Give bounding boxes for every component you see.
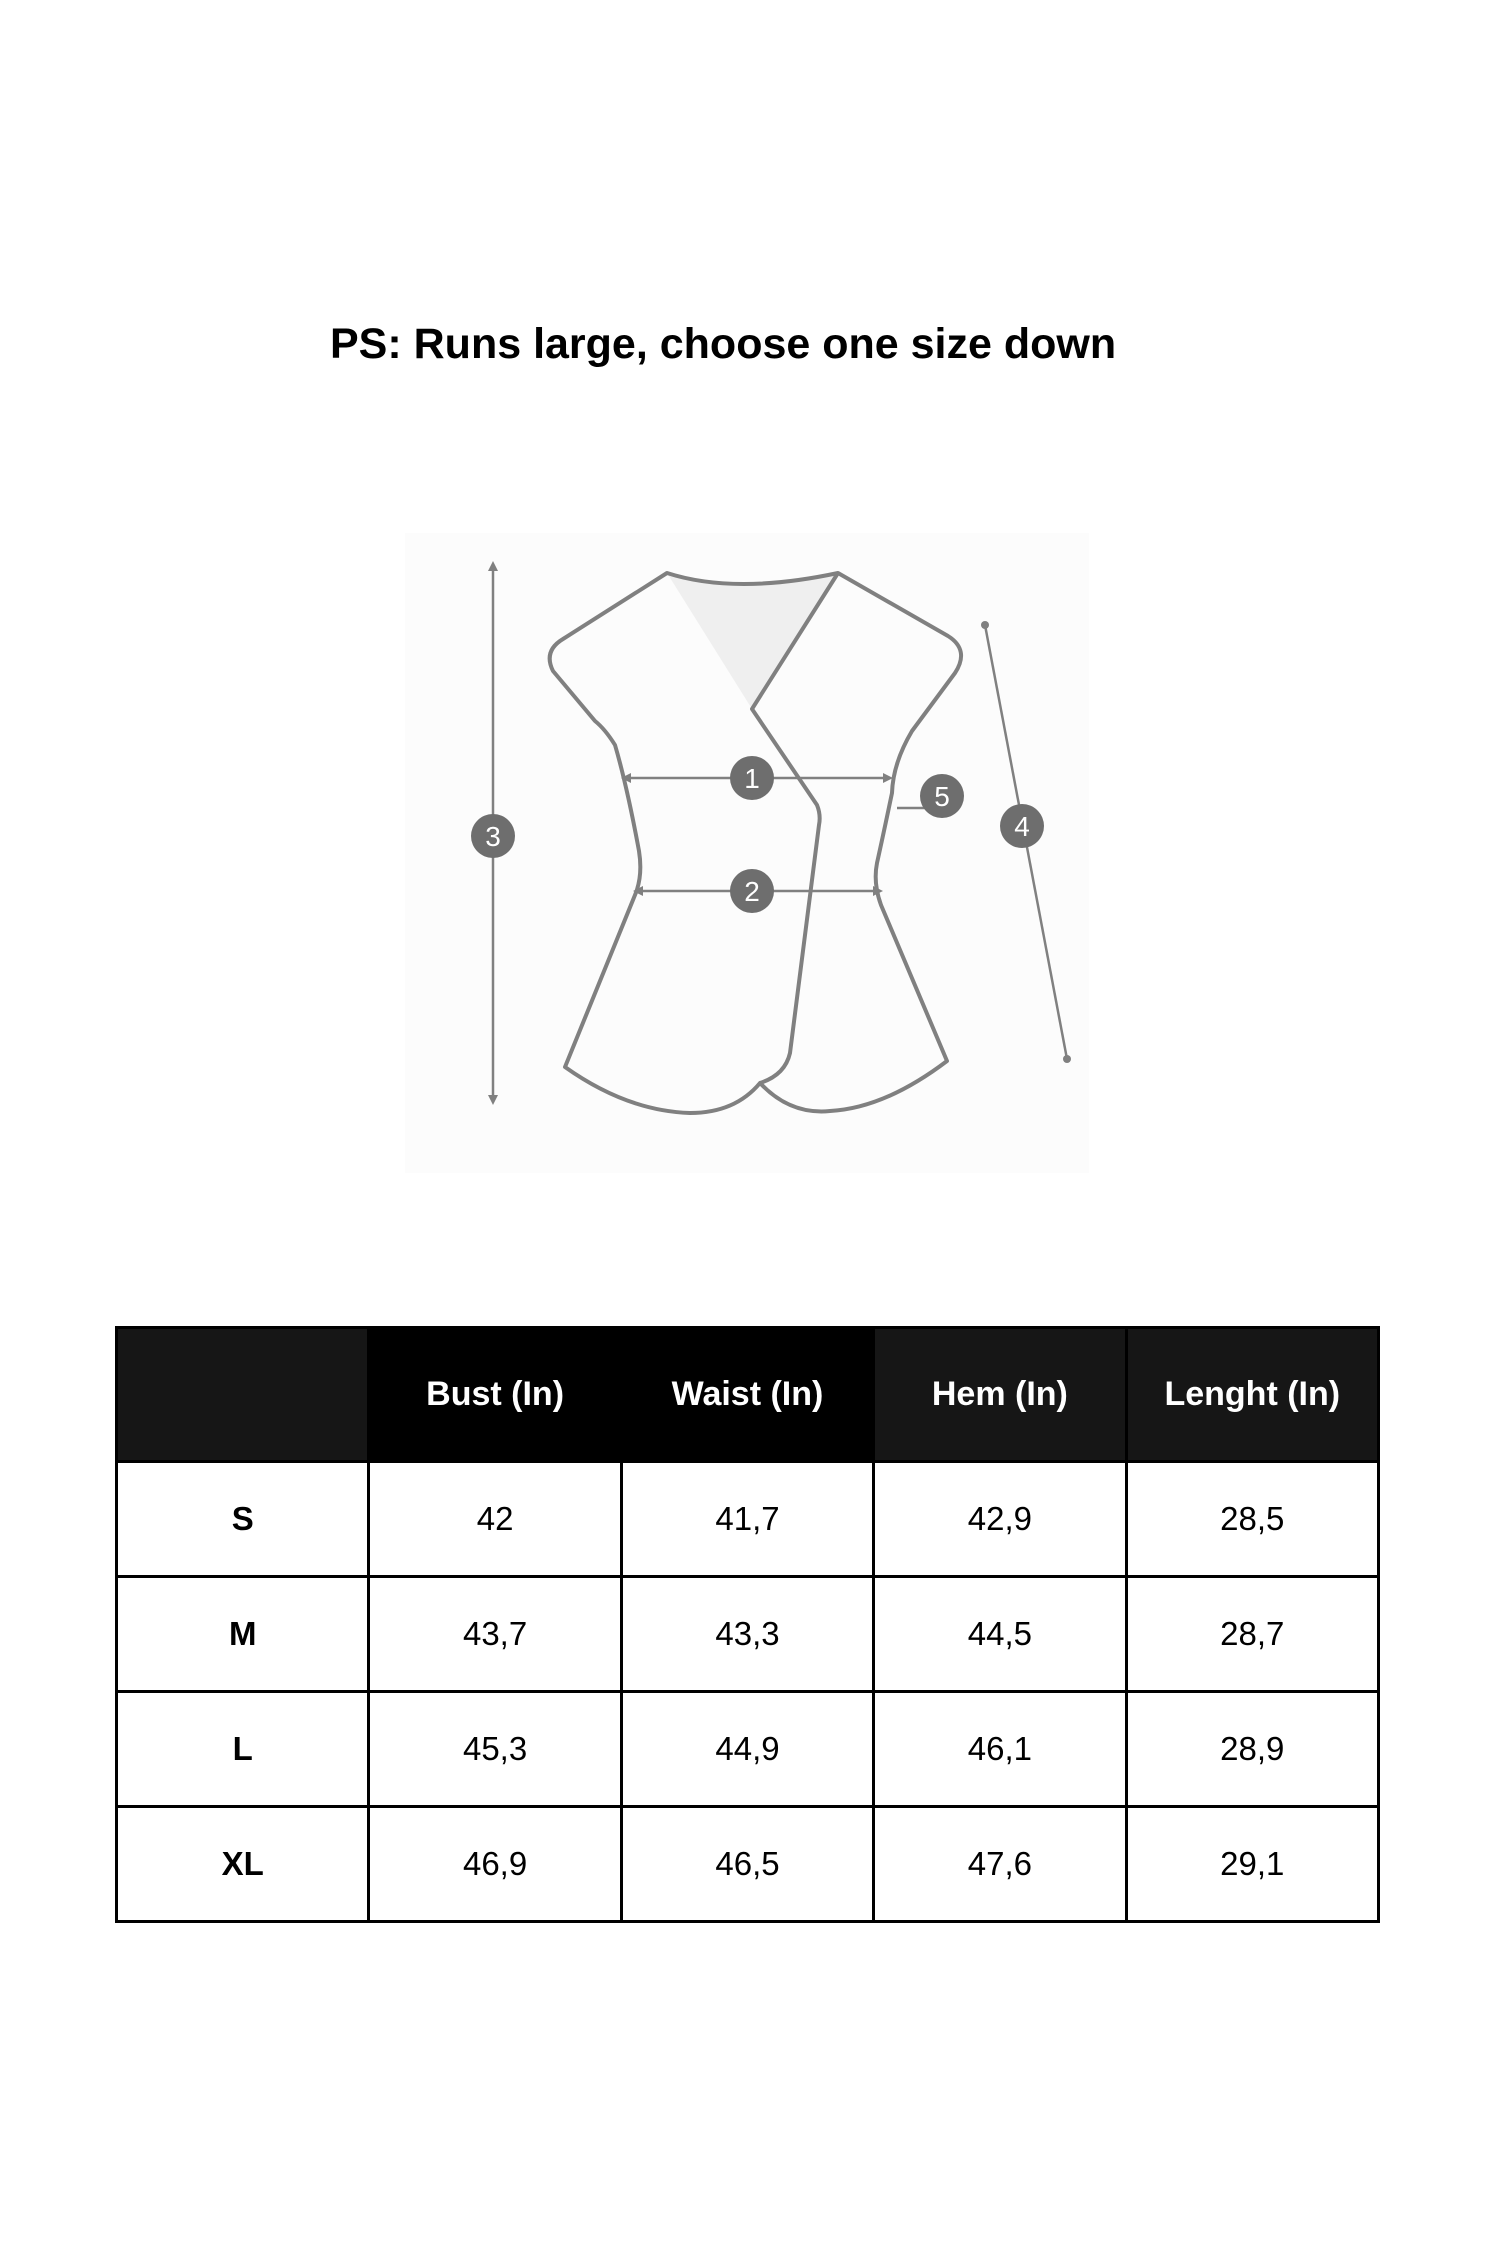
bust-value: 45,3 — [369, 1692, 621, 1807]
length-value: 28,7 — [1126, 1577, 1378, 1692]
hem-value: 47,6 — [874, 1807, 1126, 1922]
header-bust: Bust (In) — [369, 1328, 621, 1462]
svg-text:5: 5 — [934, 781, 950, 812]
svg-text:3: 3 — [485, 821, 501, 852]
table-row — [117, 1462, 1379, 1577]
bust-value: 42 — [369, 1462, 621, 1577]
marker-4 — [1000, 804, 1044, 848]
header-hem: Hem (In) — [874, 1328, 1126, 1462]
svg-text:2: 2 — [744, 876, 760, 907]
size-label: M — [117, 1577, 369, 1692]
bust-value: 46,9 — [369, 1807, 621, 1922]
table-row — [117, 1807, 1379, 1922]
waist-value: 43,3 — [621, 1577, 873, 1692]
table-row — [117, 1577, 1379, 1692]
svg-text:1: 1 — [744, 763, 760, 794]
length-value: 29,1 — [1126, 1807, 1378, 1922]
header-length: Lenght (In) — [1126, 1328, 1378, 1462]
hem-value: 44,5 — [874, 1577, 1126, 1692]
table-row — [117, 1692, 1379, 1807]
length-value: 28,5 — [1126, 1462, 1378, 1577]
bust-value: 43,7 — [369, 1577, 621, 1692]
hem-value: 42,9 — [874, 1462, 1126, 1577]
svg-text:4: 4 — [1014, 811, 1030, 842]
page-title: PS: Runs large, choose one size down — [330, 320, 1117, 368]
marker-1 — [730, 756, 774, 800]
waist-value: 44,9 — [621, 1692, 873, 1807]
size-label: L — [117, 1692, 369, 1807]
waist-value: 46,5 — [621, 1807, 873, 1922]
neckline-shade — [667, 573, 838, 709]
hem-value: 46,1 — [874, 1692, 1126, 1807]
size-chart-table — [115, 1326, 1380, 1923]
vest-outline-illustration — [405, 533, 1089, 1173]
corner-header — [117, 1328, 369, 1462]
garment-diagram — [405, 533, 1089, 1173]
marker-5 — [920, 774, 964, 818]
marker-2 — [730, 869, 774, 913]
table-header-row — [117, 1328, 1379, 1462]
header-waist: Waist (In) — [621, 1328, 873, 1462]
length-value: 28,9 — [1126, 1692, 1378, 1807]
waist-value: 41,7 — [621, 1462, 873, 1577]
size-label: XL — [117, 1807, 369, 1922]
size-label: S — [117, 1462, 369, 1577]
marker-3 — [471, 814, 515, 858]
